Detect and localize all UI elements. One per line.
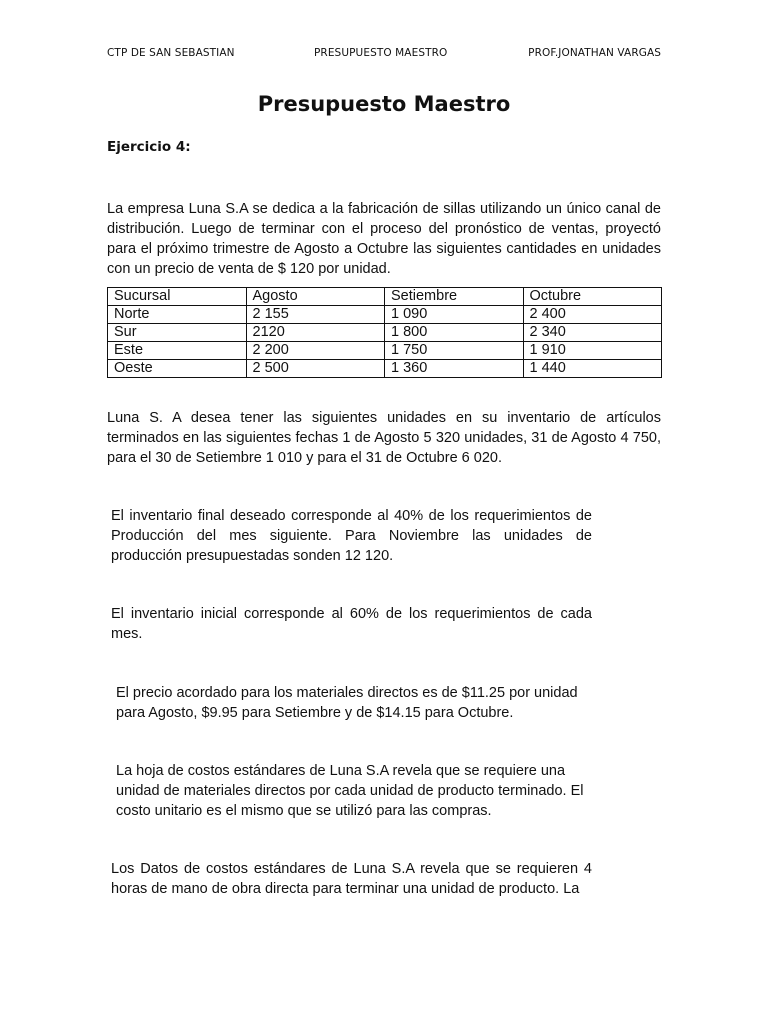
sales-table	[107, 287, 662, 378]
table-cell: 2 500	[246, 360, 385, 378]
table-cell: 1 750	[385, 342, 524, 360]
table-header-cell: Setiembre	[385, 288, 524, 306]
table-cell: 1 800	[385, 324, 524, 342]
table-cell: 2 340	[523, 324, 662, 342]
table-cell: 1 360	[385, 360, 524, 378]
header-teacher: PROF.JONATHAN VARGAS	[528, 47, 661, 59]
initial-inventory-paragraph: El inventario inicial corresponde al 60% de los requerimientos de cada mes.	[111, 606, 592, 642]
page-header	[107, 47, 661, 63]
cost-sheet-paragraph: La hoja de costos estándares de Luna S.A revela que se requiere una unidad de materiales directos por cada unidad de producto terminado. El costo unitario es el mismo que se utilizó para las compras.	[116, 763, 584, 819]
table-cell: Sur	[108, 324, 247, 342]
table-cell: 2 400	[523, 306, 662, 324]
table-cell: Este	[108, 342, 247, 360]
table-cell: Norte	[108, 306, 247, 324]
materials-price-paragraph: El precio acordado para los materiales directos es de $11.25 por unidad para Agosto, $9.95 para Setiembre y de $14.15 para Octubre.	[116, 685, 578, 721]
table-row	[108, 306, 662, 324]
final-inventory-paragraph: El inventario final deseado corresponde al 40% de los requerimientos de Producción del mes siguiente. Para Noviembre las unidades de producción presupuestadas sonden 12 120.	[111, 508, 592, 564]
table-header-cell: Octubre	[523, 288, 662, 306]
labor-data-paragraph: Los Datos de costos estándares de Luna S.A revela que se requieren 4 horas de mano de obra directa para terminar una unidad de producto. La	[111, 861, 592, 897]
intro-paragraph: La empresa Luna S.A se dedica a la fabricación de sillas utilizando un único canal de distribución. Luego de terminar con el proceso del pronóstico de ventas, proyectó para el próximo trimestre de Agosto a Octubre las siguientes cantidades en unidades con un precio de venta de $ 120 por unidad.	[107, 201, 661, 277]
table-cell: 1 910	[523, 342, 662, 360]
table-row	[108, 360, 662, 378]
table-cell: 2 200	[246, 342, 385, 360]
page-title: Presupuesto Maestro	[257, 92, 511, 116]
header-school: CTP DE SAN SEBASTIAN	[107, 47, 235, 59]
table-cell: 1 090	[385, 306, 524, 324]
table-header-row	[108, 288, 662, 306]
table-header-cell: Sucursal	[108, 288, 247, 306]
table-row	[108, 324, 662, 342]
inventory-targets-paragraph: Luna S. A desea tener las siguientes unidades en su inventario de artículos terminados en las siguientes fechas 1 de Agosto 5 320 unidades, 31 de Agosto 4 750, para el 30 de Setiembre 1 010 y para el 31 de Octubre 6 020.	[107, 410, 661, 466]
table-cell: 2 155	[246, 306, 385, 324]
table-cell: 1 440	[523, 360, 662, 378]
exercise-heading: Ejercicio 4:	[107, 139, 191, 155]
table-row	[108, 342, 662, 360]
table-cell: Oeste	[108, 360, 247, 378]
table-cell: 2120	[246, 324, 385, 342]
table-header-cell: Agosto	[246, 288, 385, 306]
header-subject: PRESUPUESTO MAESTRO	[314, 47, 448, 59]
